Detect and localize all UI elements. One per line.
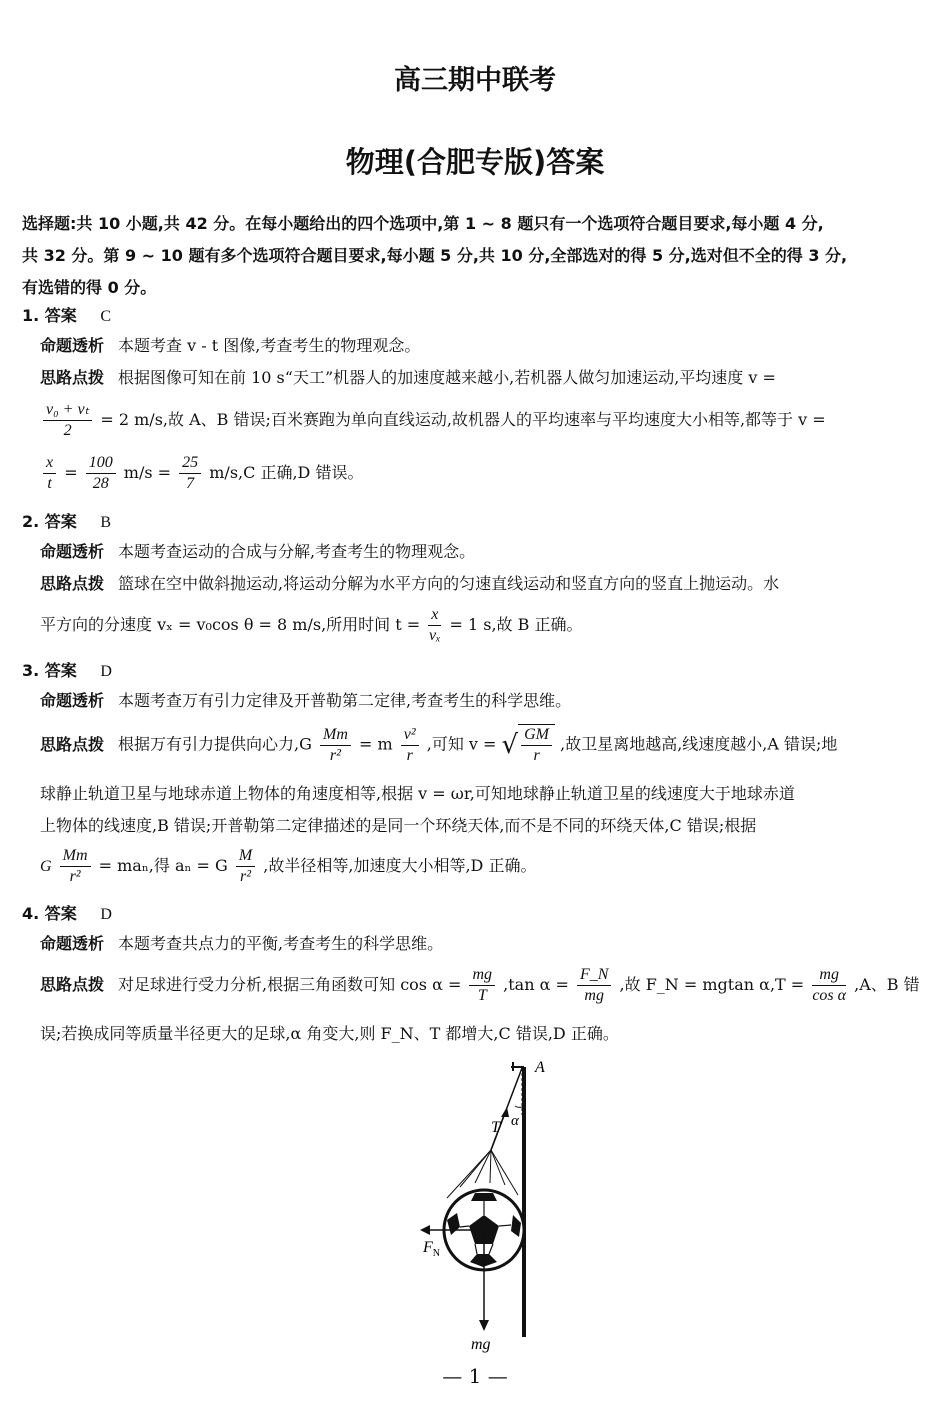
question-2-solution-line-1 — [40, 574, 932, 594]
question-1-solution-line-2 — [40, 400, 932, 441]
solution-text: 平方向的分速度 vₓ = v₀cos θ = 8 m/s,所用时间 t = — [40, 615, 421, 634]
instructions-line-1: 选择题:共 10 小题,共 42 分。在每小题给出的四个选项中,第 1 ~ 8 题只有一个选项符合题目要求,每小题 4 分, — [22, 214, 824, 233]
question-4-answer — [22, 901, 932, 924]
solution-text: = 2 m/s,故 A、B 错误;百米赛跑为单向直线运动,故机器人的平均速率与平均速度大小相等,都等于 v = — [100, 410, 826, 429]
question-4 — [22, 901, 932, 1043]
answer-label: 答案 — [44, 306, 77, 325]
fraction — [179, 453, 201, 494]
numerator: v² — [401, 725, 419, 746]
fraction — [521, 725, 552, 766]
answer-label: 答案 — [44, 904, 77, 923]
denominator: r — [406, 746, 413, 764]
question-3-analysis — [40, 691, 932, 711]
denominator: r — [533, 747, 540, 764]
normal-force-symbol: F — [423, 1239, 433, 1256]
fraction — [577, 965, 611, 1006]
solution-text: ,故卫星离地越高,线速度越小,A 错误;地 — [560, 734, 838, 754]
angle-label: α — [511, 1113, 519, 1129]
denominator: cos α — [812, 987, 847, 1004]
numerator: Mm — [60, 846, 91, 867]
denominator: 2 — [63, 422, 72, 439]
question-1-solution-line-3 — [40, 453, 932, 494]
question-3 — [22, 658, 932, 885]
fraction — [43, 453, 56, 494]
denominator: vₓ — [429, 627, 441, 644]
weight-arrowhead — [479, 1320, 489, 1331]
solution-label: 思路点拨 — [40, 734, 105, 754]
denominator: mg — [584, 987, 604, 1004]
solution-label: 思路点拨 — [40, 574, 105, 593]
answer-choice: D — [100, 663, 112, 680]
solution-text: 根据图像可知在前 10 s“天工”机器人的加速度越来越小,若机器人做匀加速运动,平均速度 v = — [118, 368, 776, 387]
question-number: 4. — [22, 904, 40, 923]
question-4-solution-line-1 — [40, 965, 932, 1006]
answer-label: 答案 — [44, 661, 77, 680]
question-number: 1. — [22, 306, 40, 325]
question-3-solution-line-3: 上物体的线速度,B 错误;开普勒第二定律描述的是同一个环绕天体,而不是不同的环绕天体,C 错误;根据 — [40, 816, 757, 835]
solution-label: 思路点拨 — [40, 975, 105, 994]
question-1-answer — [22, 303, 932, 326]
denominator: r² — [240, 868, 252, 885]
solution-text: ,A、B 错 — [854, 975, 920, 994]
solution-label: 思路点拨 — [40, 368, 105, 387]
question-2-analysis — [40, 542, 932, 562]
denominator: r² — [69, 868, 81, 885]
numerator: mg — [469, 965, 495, 986]
analysis-label: 命题透析 — [40, 542, 105, 561]
solution-text: = 1 s,故 B 正确。 — [449, 615, 583, 634]
numerator: M — [236, 846, 255, 867]
tension-label: T — [491, 1119, 500, 1136]
question-2 — [22, 509, 932, 644]
question-4-solution-line-2: 误;若换成同等质量半径更大的足球,α 角变大,则 F_N、T 都增大,C 错误,D 正确。 — [40, 1024, 619, 1043]
question-3-solution-line-1 — [40, 724, 932, 766]
numerator: v₀ + vₜ — [43, 400, 92, 421]
denominator: r² — [329, 746, 341, 764]
fraction — [43, 400, 92, 441]
sqrt-radicand — [518, 724, 555, 766]
numerator: GM — [521, 725, 552, 746]
numerator: 100 — [86, 453, 116, 474]
analysis-label: 命题透析 — [40, 691, 105, 710]
solution-text: m/s,C 正确,D 错误。 — [209, 463, 364, 482]
solution-text: = m — [358, 734, 393, 754]
analysis-label: 命题透析 — [40, 336, 105, 355]
numerator: mg — [812, 965, 846, 986]
solution-text: ,故 F_N = mgtan α,T = — [619, 975, 805, 994]
instructions-line-3: 有选错的得 0 分。 — [22, 278, 157, 297]
solution-text: ,故半径相等,加速度大小相等,D 正确。 — [263, 856, 537, 875]
question-1-analysis — [40, 336, 932, 356]
question-2-solution-line-2 — [40, 605, 932, 646]
denominator: 7 — [186, 475, 195, 492]
analysis-text: 本题考查运动的合成与分解,考查考生的物理观念。 — [118, 542, 476, 561]
page-number: — 1 — — [442, 1364, 508, 1388]
force-diagram — [405, 1055, 565, 1355]
solution-text: m/s = — [123, 463, 172, 482]
fraction — [60, 846, 91, 887]
denominator: T — [477, 987, 487, 1004]
answer-choice: B — [100, 514, 112, 531]
fraction — [236, 846, 255, 887]
denominator: 28 — [92, 475, 109, 492]
fraction — [812, 965, 846, 1006]
fraction — [469, 965, 495, 1006]
solution-text: ,可知 v = — [426, 734, 497, 754]
exam-title: 高三期中联考 — [394, 65, 556, 96]
question-number: 2. — [22, 512, 40, 531]
answer-label: 答案 — [44, 512, 77, 531]
fraction — [320, 725, 351, 766]
solution-text: 对足球进行受力分析,根据三角函数可知 cos α = — [118, 975, 462, 994]
solution-text: 篮球在空中做斜抛运动,将运动分解为水平方向的匀速直线运动和竖直方向的竖直上抛运动。水 — [118, 574, 780, 593]
question-1 — [22, 303, 932, 492]
question-4-analysis — [40, 934, 932, 954]
answer-choice: D — [100, 906, 112, 923]
solution-text: G — [40, 858, 52, 875]
numerator: F_N — [577, 965, 611, 986]
sqrt-sign: √ — [501, 730, 519, 760]
normal-force-subscript: N — [432, 1248, 441, 1259]
question-1-solution-line-1 — [40, 368, 932, 388]
question-3-solution-line-4 — [40, 846, 932, 887]
analysis-text: 本题考查 v - t 图像,考查考生的物理观念。 — [118, 336, 421, 355]
fraction — [86, 453, 116, 494]
solution-text: 根据万有引力提供向心力,G — [118, 734, 312, 754]
ball-patch-top — [471, 1193, 497, 1201]
analysis-text: 本题考查万有引力定律及开普勒第二定律,考查考生的科学思维。 — [118, 691, 572, 710]
weight-label: mg — [471, 1336, 491, 1353]
analysis-text: 本题考查共点力的平衡,考查考生的科学思维。 — [118, 934, 444, 953]
tension-arrowhead — [501, 1107, 509, 1117]
point-a-label: A — [535, 1059, 545, 1076]
numerator: 25 — [179, 453, 201, 474]
fraction — [401, 725, 419, 766]
numerator: x — [43, 453, 56, 474]
instructions — [22, 208, 932, 304]
numerator: Mm — [320, 725, 351, 746]
fraction — [428, 605, 441, 646]
equals-sign: = — [64, 463, 78, 482]
analysis-label: 命题透析 — [40, 934, 105, 953]
denominator: t — [47, 475, 52, 492]
answer-choice: C — [100, 308, 112, 325]
question-2-answer — [22, 509, 932, 532]
instructions-line-2: 共 32 分。第 9 ~ 10 题有多个选项符合题目要求,每小题 5 分,共 10 分,全部选对的得 5 分,选对但不全的得 3 分, — [22, 246, 848, 265]
solution-text: = maₙ,得 aₙ = G — [98, 856, 228, 875]
exam-subtitle: 物理(合肥专版)答案 — [345, 145, 605, 179]
question-3-solution-line-2: 球静止轨道卫星与地球赤道上物体的角速度相等,根据 v = ωr,可知地球静止轨道卫星的线速度大于地球赤道 — [40, 784, 795, 803]
solution-text: ,tan α = — [503, 975, 569, 994]
normal-force-arrowhead — [420, 1225, 430, 1235]
question-number: 3. — [22, 661, 40, 680]
question-3-answer — [22, 658, 932, 681]
normal-force-label — [422, 1239, 440, 1259]
numerator: x — [428, 605, 441, 626]
angle-arc — [515, 1106, 522, 1107]
